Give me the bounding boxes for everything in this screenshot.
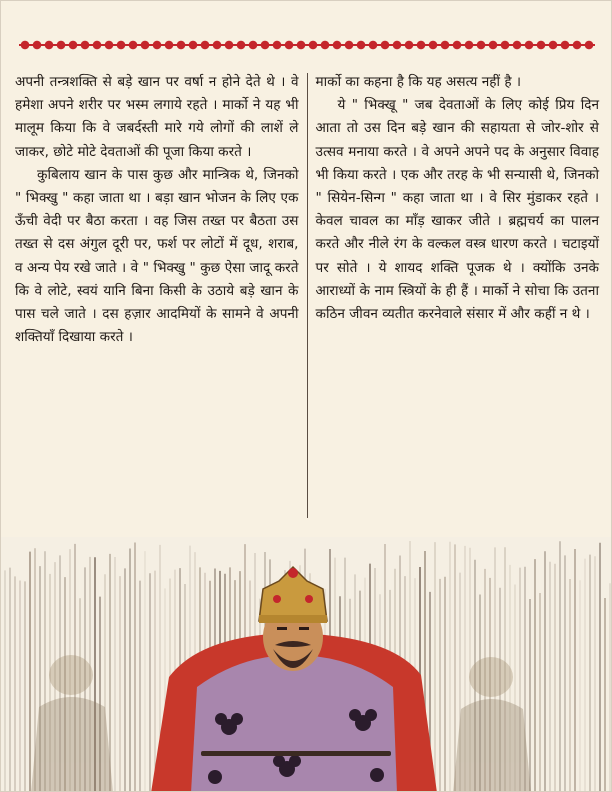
- illustration: [1, 537, 612, 792]
- right-paragraph-1: मार्को का कहना है कि यह असत्य नहीं है ।: [315, 74, 522, 90]
- decorative-top-border: [19, 39, 595, 51]
- left-paragraph-1: अपनी तन्त्रशक्ति से बड़े खान पर वर्षा न होने देते थे । वे हमेशा अपने शरीर पर भस्म लगाये रहते । मार्को ने यह भी मालूम किया कि वे जबर्दस्ती मारे गये लोगों की लाशें ले जाकर, छोटे मोटे देवताओं की पूजा किया करते ।: [15, 74, 299, 160]
- right-column: [316, 71, 600, 531]
- right-paragraph-2: ये " भिक्खू " जब देवताओं के लिए कोई प्रिय दिन आता तो उस दिन बड़े खान की सहायता से जोर-शोर से उत्सव मनाया करते । वे अपने अपने पद के अनुसार विवाह भी किया करते । एक और तरह के भी सन्यासी थे, जिनको " सियेन-सिन्ग " कहा जाता था । वे सिर मुंडाकर रहते । केवल चावल का माँड़ खाकर जीते । ब्रह्मचर्य का पालन करते और नीले रंग के वल्कल वस्त्र धारण करते । चटाइयों पर सोते । ये शायद शक्ति पूजक थे । क्योंकि उनके आराध्यों के नाम स्त्रियों के ही हैं । मार्को ने सोचा कि उतना कठिन जीवन व्यतीत करनेवाले संसार में और कहीं न थे ।: [315, 97, 599, 323]
- emperor-figure: [151, 567, 437, 792]
- left-paragraph-2: कुबिलाय खान के पास कुछ और मान्त्रिक थे, जिनको " भिक्खु " कहा जाता था । बड़ा खान भोजन के लिए एक ऊँची वेदी पर बैठा करता । वह जिस तख्त पर बैठता उस तख्त से दस अंगुल दूरी पर, फर्श पर लोटों में दूध, शराब, व अन्य पेय रखे जाते । वे " भिक्खु " कुछ ऐसा जादू करते कि वे लोटे, स्वयं यानि बिना किसी के उठाये बड़े खान के पास चले जाते । दस हज़ार आदमियों के सामने वे अपनी शक्तियाँ दिखाया करते ।: [15, 166, 299, 346]
- left-column: [15, 71, 299, 531]
- emperor-illustration: [1, 537, 612, 792]
- column-divider: [307, 73, 308, 518]
- text-area: [15, 71, 599, 531]
